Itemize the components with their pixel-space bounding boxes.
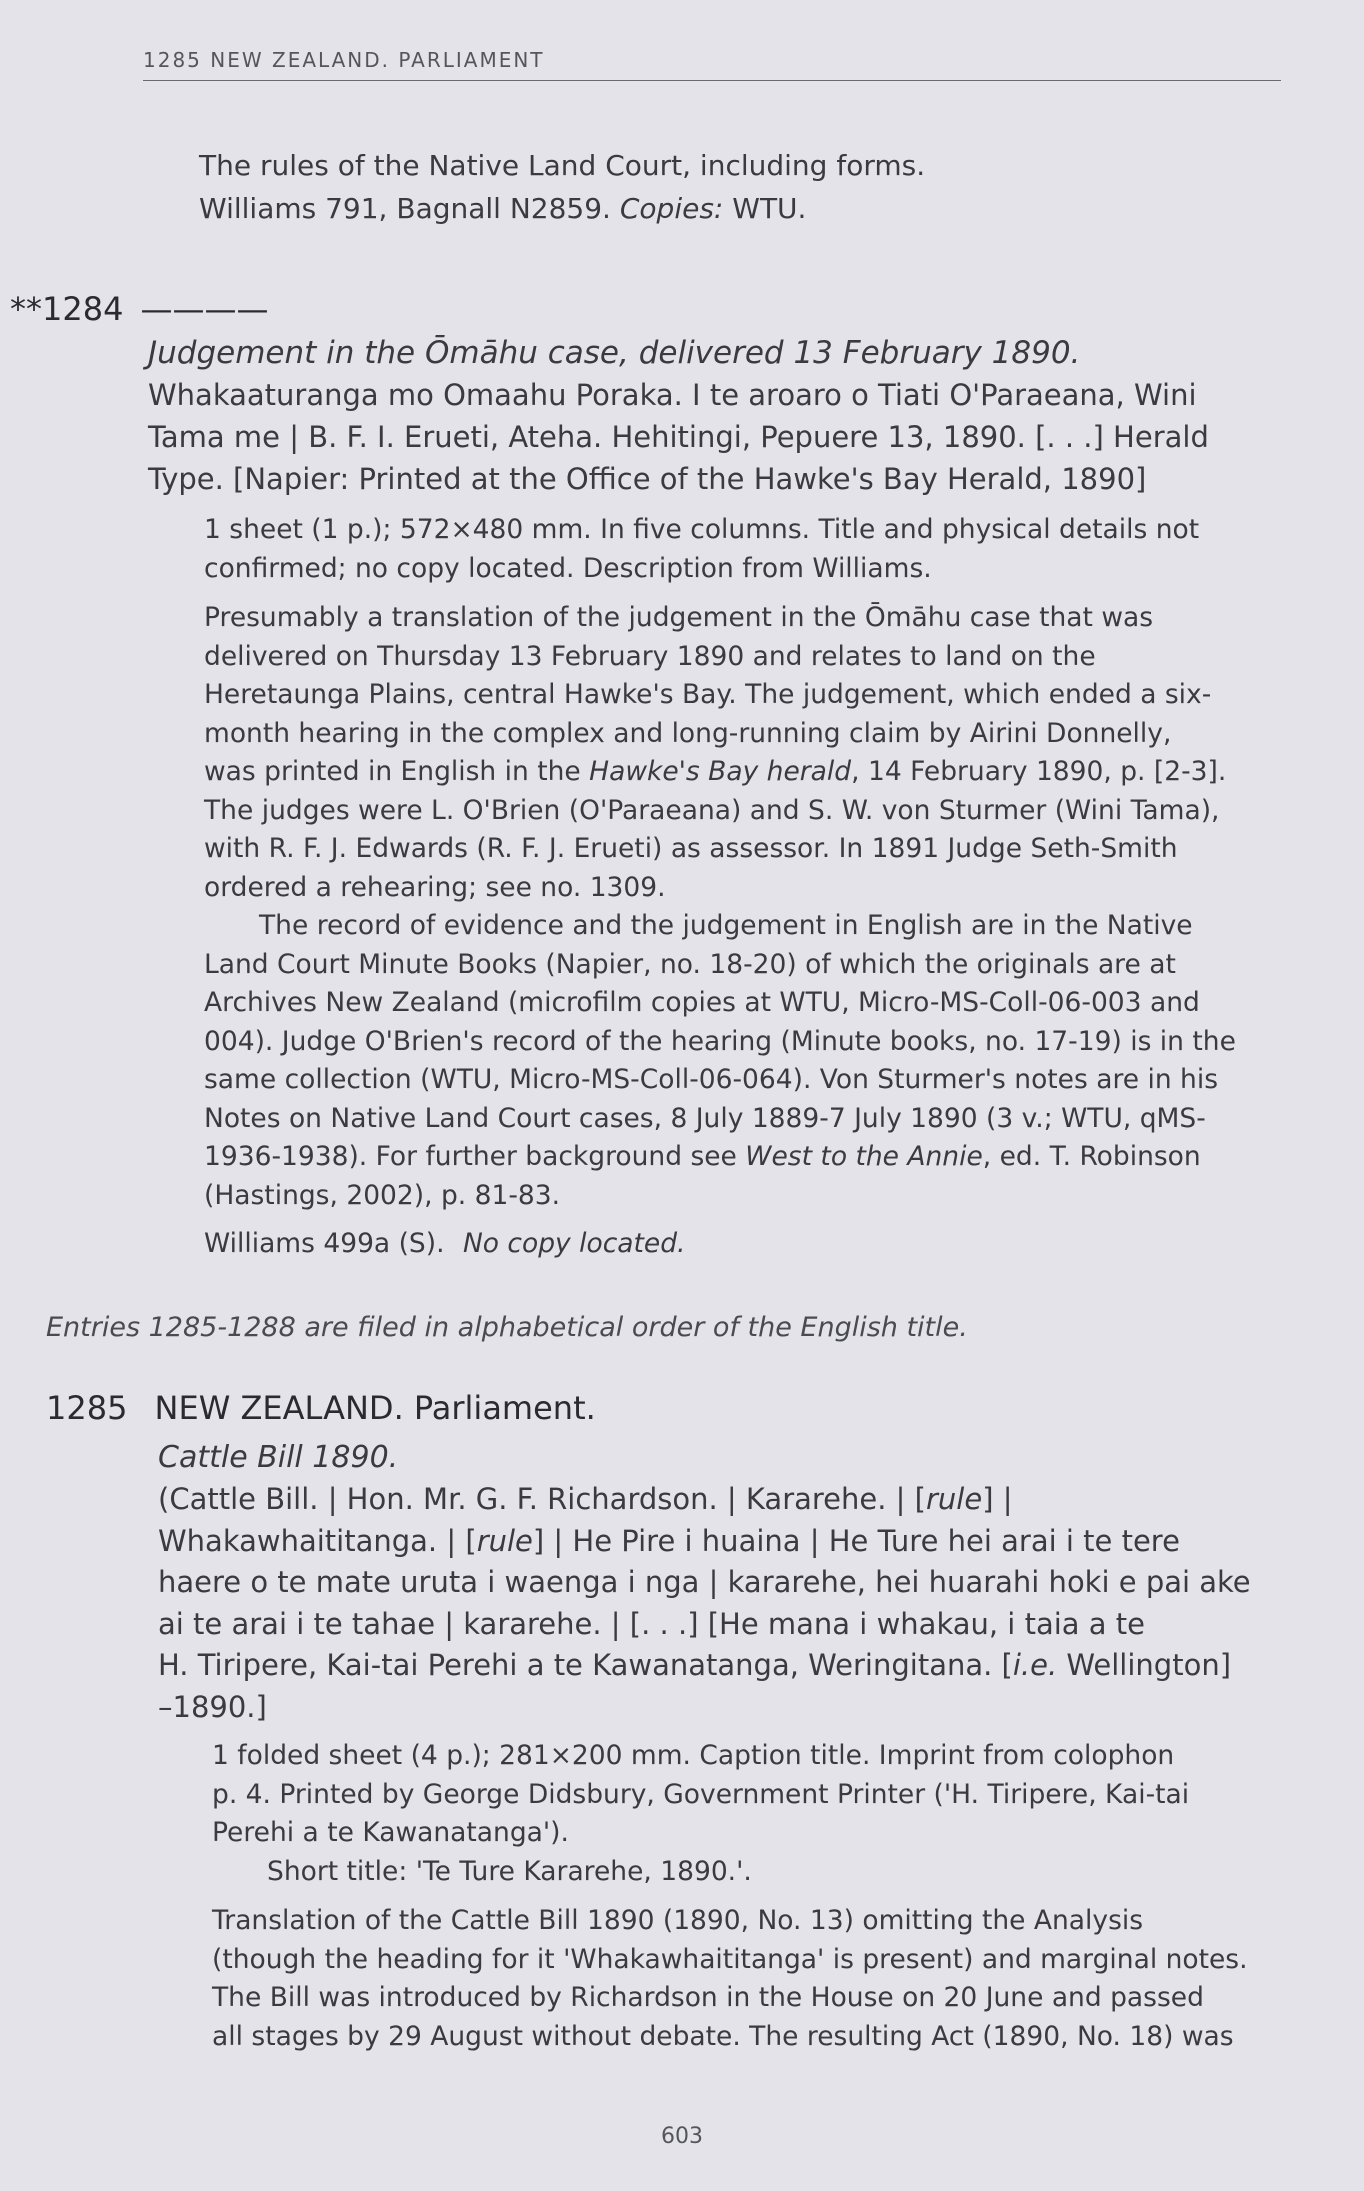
previous-entry-tail <box>199 146 925 229</box>
running-head: 1285 NEW ZEALAND. PARLIAMENT <box>143 48 1281 81</box>
note-line: (though the heading for it 'Whakawhaititanga' is present) and marginal notes. <box>212 1943 1248 1975</box>
entry-1285-notes <box>212 1737 1287 2056</box>
note-line: The record of evidence and the judgement in English are in the Native <box>259 910 1193 941</box>
previous-entry-reference: Williams 791, Bagnall N2859. Copies: WTU. <box>199 192 807 225</box>
note-line: delivered on Thursday 13 February 1890 and relates to land on the <box>204 640 1096 672</box>
transcription-line: ai te arai i te tahae | kararehe. | [. . .] [He mana i whakau, i taia a te <box>158 1606 1145 1641</box>
transcription-line: Whakaaturanga mo Omaahu Poraka. I te aroaro o Tiati O'Paraeana, Wini <box>148 378 1197 412</box>
transcription-line: haere o te mate uruta i waenga i nga | kararehe, hei huarahi hoki e pai ake <box>158 1565 1251 1599</box>
entry-1285-header <box>46 1389 596 1427</box>
note-line: 004). Judge O'Brien's record of the hearing (Minute books, no. 17-19) is in the <box>204 1025 1236 1057</box>
note-line: (Hastings, 2002), p. 81-83. <box>204 1179 561 1211</box>
note-line: month hearing in the complex and long-running claim by Airini Donnelly, <box>204 717 1172 749</box>
transcription-line: Type. [Napier: Printed at the Office of the Hawke's Bay Herald, 1890] <box>148 462 1147 496</box>
transcription-line: (Cattle Bill. | Hon. Mr. G. F. Richardson. | Kararehe. | [rule] | <box>158 1482 1013 1516</box>
physical-description: 1 sheet (1 p.); 572×480 mm. In five columns. Title and physical details not <box>204 514 1200 545</box>
note-line: Heretaunga Plains, central Hawke's Bay. The judgement, which ended a six- <box>204 679 1212 710</box>
note-line: Translation of the Cattle Bill 1890 (1890, No. 13) omitting the Analysis <box>212 1905 1144 1936</box>
entry-number: **1284 <box>10 290 124 328</box>
note-line: ordered a rehearing; see no. 1309. <box>204 871 666 903</box>
transcription-line: H. Tiripere, Kai-tai Perehi a te Kawanatanga, Weringitana. [i.e. Wellington] <box>158 1648 1232 1682</box>
entry-title: Judgement in the Ōmāhu case, delivered 13 February 1890. <box>148 335 1081 371</box>
transcription-line: –1890.] <box>158 1689 267 1724</box>
physical-description: Perehi a te Kawanatanga'). <box>212 1817 569 1848</box>
note-line: all stages by 29 August without debate. The resulting Act (1890, No. 18) was <box>212 2020 1234 2052</box>
note-line: Notes on Native Land Court cases, 8 July 1889-7 July 1890 (3 v.; WTU, qMS- <box>204 1102 1206 1134</box>
page-number: 603 <box>661 2124 703 2149</box>
note-line: Land Court Minute Books (Napier, no. 18-20) of which the originals are at <box>204 948 1176 980</box>
short-title: Short title: 'Te Ture Kararehe, 1890.'. <box>267 1855 752 1887</box>
entry-1284-header <box>10 290 269 328</box>
transcription-line: Tama me | B. F. I. Erueti, Ateha. Hehitingi, Pepuere 13, 1890. [. . .] Herald <box>148 420 1209 454</box>
entry-1285-title-block <box>158 1437 1283 1728</box>
note-line: with R. F. J. Edwards (R. F. J. Erueti) as assessor. In 1891 Judge Seth-Smith <box>204 833 1178 864</box>
note-line: was printed in English in the Hawke's Bay herald, 14 February 1890, p. [2-3]. <box>204 756 1227 787</box>
note-line: same collection (WTU, Micro-MS-Coll-06-064). Von Sturmer's notes are in his <box>204 1064 1219 1095</box>
note-line: The Bill was introduced by Richardson in the House on 20 June and passed <box>212 1982 1204 2013</box>
note-line: Presumably a translation of the judgement in the Ōmāhu case that was <box>204 602 1154 633</box>
note-line: The judges were L. O'Brien (O'Paraeana) and S. W. von Sturmer (Wini Tama), <box>204 794 1220 826</box>
entry-1284-title-block <box>148 332 1283 500</box>
entry-heading: NEW ZEALAND. Parliament. <box>154 1389 596 1427</box>
entry-number: 1285 <box>46 1389 128 1427</box>
physical-description: 1 folded sheet (4 p.); 281×200 mm. Caption title. Imprint from colophon <box>212 1740 1175 1771</box>
entry-dash: ———— <box>140 290 269 328</box>
entry-title: Cattle Bill 1890. <box>158 1440 399 1475</box>
transcription-line: Whakawhaititanga. | [rule] | He Pire i huaina | He Ture hei arai i te tere <box>158 1523 1180 1558</box>
filing-note: Entries 1285-1288 are filed in alphabetical order of the English title. <box>46 1312 968 1343</box>
physical-description: p. 4. Printed by George Didsbury, Government Printer ('H. Tiripere, Kai-tai <box>212 1778 1190 1810</box>
note-line: Archives New Zealand (microfilm copies at WTU, Micro-MS-Coll-06-003 and <box>204 987 1200 1018</box>
physical-description: confirmed; no copy located. Description from Williams. <box>204 552 932 584</box>
entry-reference: Williams 499a (S). No copy located. <box>204 1228 686 1259</box>
entry-1284-notes <box>204 511 1282 1264</box>
previous-entry-line: The rules of the Native Land Court, including forms. <box>199 149 926 182</box>
note-line: 1936-1938). For further background see West to the Annie, ed. T. Robinson <box>204 1141 1201 1172</box>
